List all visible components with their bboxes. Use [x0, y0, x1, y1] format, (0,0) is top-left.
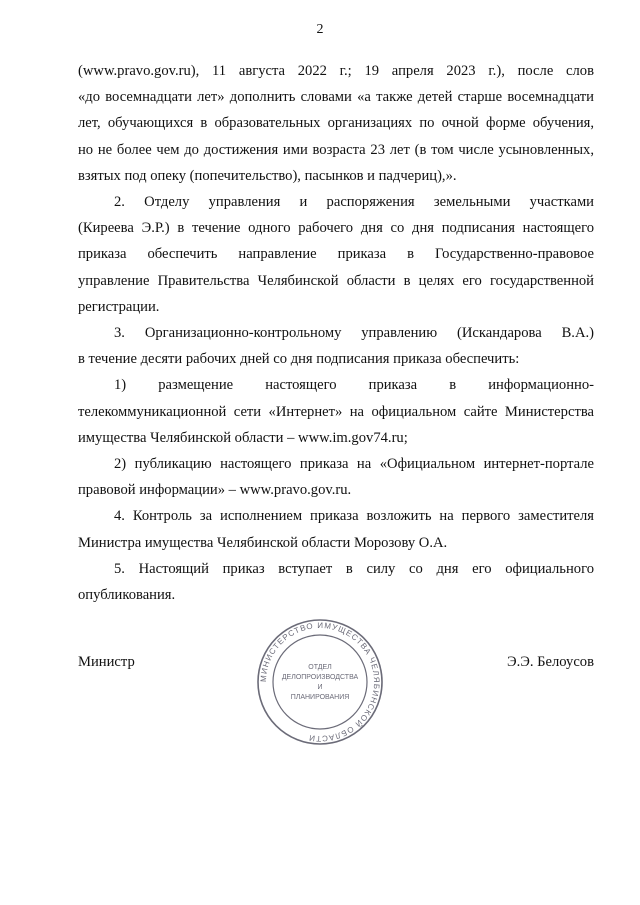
- official-stamp: [255, 617, 385, 747]
- text-line: в течение десяти рабочих дней со дня подписания приказа обеспечить:: [78, 351, 520, 368]
- stamp-center-line: ДЕЛОПРОИЗВОДСТВА: [281, 674, 359, 681]
- text-line: 5. Настоящий приказ вступает в силу со дня его официального: [114, 560, 594, 577]
- text-line: опубликования.: [78, 587, 176, 604]
- paragraph-7: [78, 556, 594, 608]
- text-line: имущества Челябинской области – www.im.gov74.ru;: [78, 429, 408, 446]
- text-line: 2) публикацию настоящего приказа на «Официальном интернет-портале: [114, 456, 594, 473]
- stamp-inner-ring: [273, 635, 367, 729]
- stamp-ring-text: МИНИСТЕРСТВО ИМУЩЕСТВА ЧЕЛЯБИНСКОЙ ОБЛАСТИ: [258, 620, 382, 744]
- text-line: «до восемнадцати лет» дополнить словами «а также детей старше восемнадцати: [78, 89, 594, 106]
- page-number: 2: [316, 22, 324, 37]
- signatory-title: Министр: [78, 654, 135, 670]
- text-line: (Киреева Э.Р.) в течение одного рабочего дня со дня подписания настоящего: [78, 220, 594, 237]
- text-line: 4. Контроль за исполнением приказа возложить на первого заместителя: [114, 508, 594, 525]
- text-line: взятых под опеку (попечительство), пасынков и падчериц),».: [78, 167, 457, 184]
- paragraph-2: [78, 189, 594, 320]
- text-line: 2. Отделу управления и распоряжения земельными участками: [114, 194, 594, 211]
- text-line: телекоммуникационной сети «Интернет» на официальном сайте Министерства: [78, 403, 594, 420]
- text-line: управление Правительства Челябинской области в целях его государственной: [78, 272, 594, 289]
- stamp-center-line: ПЛАНИРОВАНИЯ: [290, 694, 350, 701]
- paragraph-5: [78, 451, 594, 503]
- stamp-center-line: И: [317, 684, 323, 691]
- stamp-outer-ring: [258, 620, 382, 744]
- document-body: [78, 58, 594, 608]
- paragraph-6: [78, 503, 594, 555]
- text-line: Министра имущества Челябинской области Морозову О.А.: [78, 534, 448, 551]
- text-line: правовой информации» – www.pravo.gov.ru.: [78, 482, 352, 499]
- text-line: (www.pravo.gov.ru), 11 августа 2022 г.; 19 апреля 2023 г.), после слов: [78, 63, 594, 79]
- paragraph-1: [78, 58, 594, 189]
- text-line: регистрации.: [78, 298, 160, 315]
- text-line: приказа обеспечить направление приказа в Государственно-правовое: [78, 246, 594, 263]
- text-line: 3. Организационно-контрольному управлению (Искандарова В.А.): [114, 325, 594, 342]
- text-line: лет, обучающихся в образовательных организациях по очной форме обучения,: [78, 115, 594, 132]
- paragraph-3: [78, 320, 594, 372]
- paragraph-4: [78, 372, 594, 451]
- stamp-center-line: ОТДЕЛ: [308, 664, 332, 671]
- signatory-name: Э.Э. Белоусов: [506, 654, 594, 670]
- text-line: 1) размещение настоящего приказа в информационно-: [114, 377, 594, 394]
- text-line: но не более чем до достижения ими возраста 23 лет (в том числе усыновленных,: [78, 141, 594, 158]
